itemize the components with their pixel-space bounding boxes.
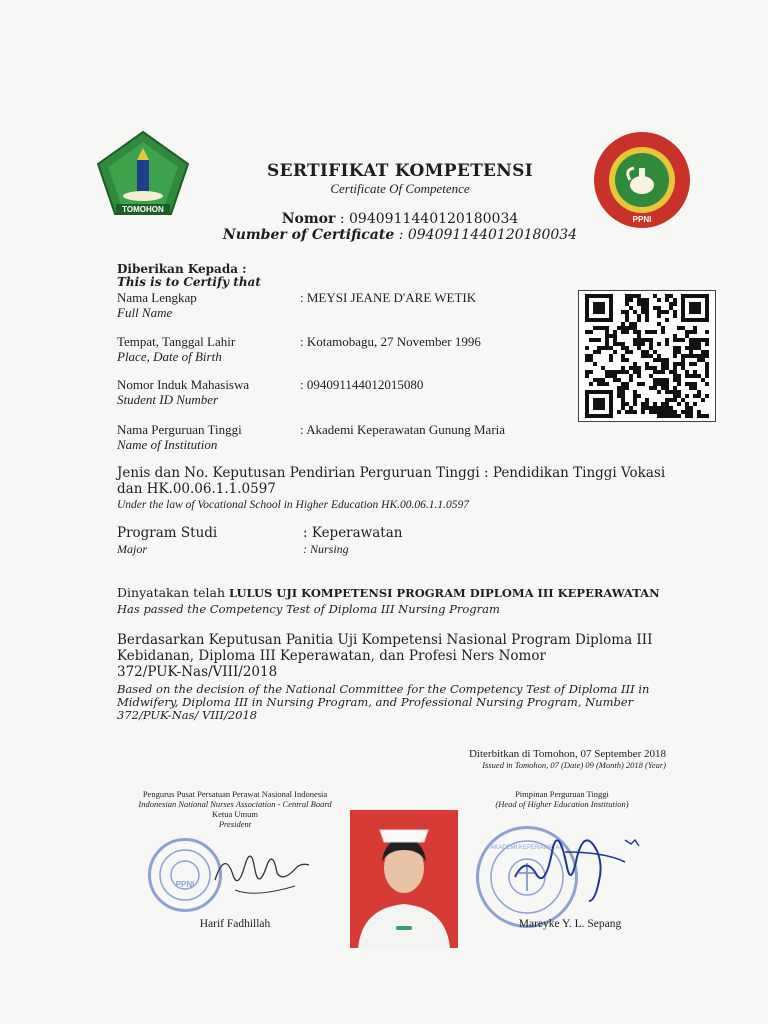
right-signature [505, 822, 665, 922]
given-to-label: Diberikan Kepada : [117, 262, 247, 276]
student-photo [350, 810, 458, 948]
issued-date: Diterbitkan di Tomohon, 07 September 2018 [468, 748, 666, 760]
left-sign-role-en: President [218, 819, 252, 829]
right-sign-org-en: (Head of Higher Education Institution) [495, 799, 629, 809]
field-label-birth: Tempat, Tanggal Lahir [117, 334, 236, 349]
certificate-title: SERTIFIKAT KOMPETENSI [267, 161, 533, 181]
certificate-number: Nomor : 0940911440120180034 [281, 211, 519, 227]
issued-date-en: Issued in Tomohon, 07 (Date) 09 (Month) 2018 (Year) [482, 760, 666, 770]
field-label-birth-en: Place, Date of Birth [117, 349, 222, 364]
left-sign-org: Pengurus Pusat Persatuan Perawat Nasional Indonesia [142, 789, 328, 799]
left-sign-name: Harif Fadhillah [199, 918, 271, 930]
field-label-institution-en: Name of Institution [117, 437, 218, 452]
passed-statement: Dinyatakan telah LULUS UJI KOMPETENSI PROGRAM DIPLOMA III KEPERAWATAN [117, 585, 660, 600]
basis-line-1: Berdasarkan Keputusan Panitia Uji Kompetensi Nasional Program Diploma III [117, 632, 653, 648]
field-label-student-id: Nomor Induk Mahasiswa [117, 377, 250, 392]
basis-line-2: Kebidanan, Diploma III Keperawatan, dan Profesi Ners Nomor [117, 648, 546, 664]
field-label-full-name: Nama Lengkap [117, 290, 197, 305]
left-signature [205, 840, 315, 910]
certificate-number-en: Number of Certificate : 0940911440120180034 [222, 227, 578, 243]
basis-en-1: Based on the decision of the National Committee for the Competency Test of Diploma III in [117, 682, 650, 696]
field-value-birth: : Kotamobagu, 27 November 1996 [300, 334, 481, 349]
institution-logo [96, 130, 190, 216]
program-label: Program Studi [117, 525, 218, 541]
passed-statement-en: Has passed the Competency Test of Diploma III Nursing Program [117, 602, 500, 616]
ppni-logo [592, 130, 692, 230]
right-sign-org: Pimpinan Perguruan Tinggi [515, 789, 609, 799]
left-sign-role: Ketua Umum [211, 809, 259, 819]
basis-line-3: 372/PUK-Nas/VIII/2018 [117, 664, 278, 680]
basis-en-2: Midwifery, Diploma III in Nursing Program, and Professional Nursing Program, Number [117, 695, 634, 709]
field-value-institution: : Akademi Keperawatan Gunung Maria [300, 422, 506, 437]
program-label-en: Major [117, 542, 147, 556]
field-label-student-id-en: Student ID Number [117, 392, 219, 407]
given-to-label-en: This is to Certify that [117, 275, 261, 289]
svg-text:PPNI: PPNI [175, 880, 195, 889]
qr-code[interactable] [578, 290, 716, 422]
field-label-institution: Nama Perguruan Tinggi [117, 422, 242, 437]
svg-text:PPNI: PPNI [632, 215, 652, 224]
svg-text:AKADEMI KEPERAWATAN: AKADEMI KEPERAWATAN [490, 845, 564, 851]
field-value-student-id: : 094091144012015080 [300, 377, 424, 392]
decree-line-1: Jenis dan No. Keputusan Pendirian Perguruan Tinggi : Pendidikan Tinggi Vokasi [117, 465, 666, 481]
basis-en-3: 372/PUK-Nas/ VIII/2018 [117, 708, 258, 722]
program-value-en: : Nursing [303, 542, 349, 556]
right-sign-name: Mareyke Y. L. Sepang [518, 918, 622, 930]
field-label-full-name-en: Full Name [117, 305, 173, 320]
left-sign-org-en: Indonesian National Nurses Association - Central Board [138, 799, 332, 809]
program-value: : Keperawatan [303, 525, 403, 541]
svg-text:TOMOHON: TOMOHON [122, 205, 164, 214]
decree-line-2: dan HK.00.06.1.1.0597 [117, 481, 276, 497]
decree-en: Under the law of Vocational School in Higher Education HK.00.06.1.1.0597 [117, 499, 470, 511]
certificate-subtitle: Certificate Of Competence [330, 181, 470, 196]
field-value-full-name: : MEYSI JEANE D'ARE WETIK [300, 290, 477, 305]
